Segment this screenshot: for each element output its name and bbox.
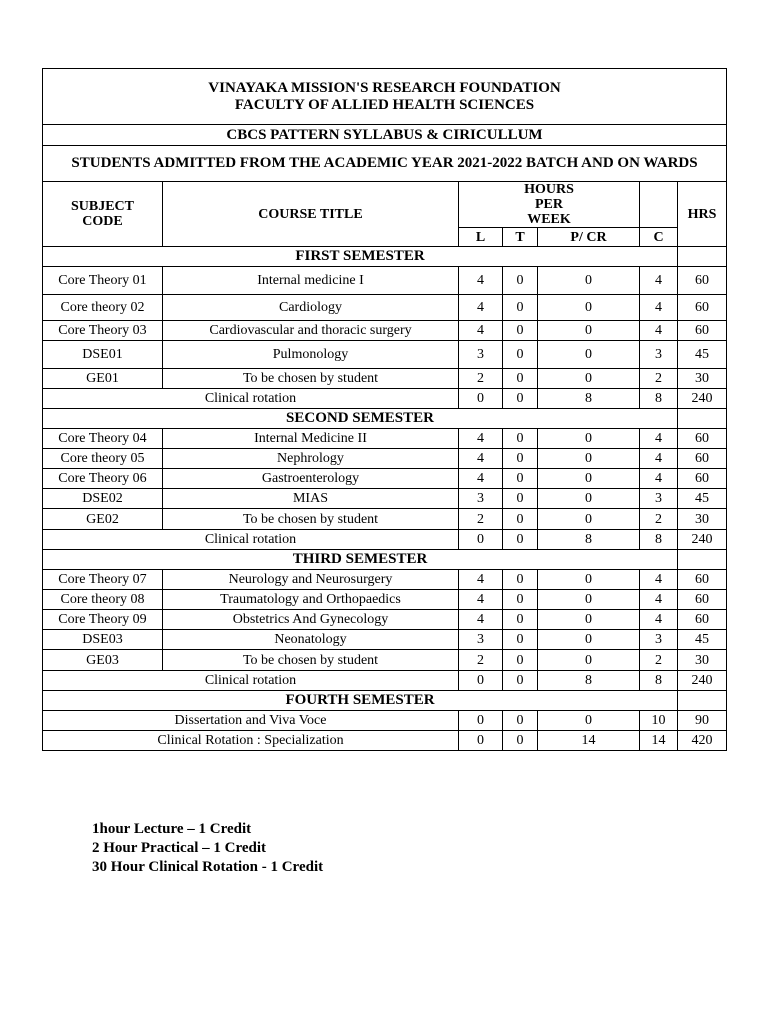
credits: 4 — [640, 429, 678, 449]
credits: 3 — [640, 341, 678, 369]
total-hours: 60 — [678, 321, 727, 341]
tutorial-hours: 0 — [503, 509, 538, 530]
lecture-hours: 4 — [459, 570, 503, 590]
total-hours: 240 — [678, 671, 727, 691]
semester-hrs-blank — [678, 247, 727, 267]
total-hours: 60 — [678, 429, 727, 449]
tutorial-hours: 0 — [503, 295, 538, 321]
lecture-hours: 3 — [459, 341, 503, 369]
total-hours: 60 — [678, 469, 727, 489]
tutorial-hours: 0 — [503, 321, 538, 341]
total-hours: 30 — [678, 509, 727, 530]
practical-hours: 0 — [538, 469, 640, 489]
tutorial-hours: 0 — [503, 711, 538, 731]
course-title: Clinical rotation — [43, 671, 459, 691]
practical-hours: 8 — [538, 389, 640, 409]
credits: 4 — [640, 570, 678, 590]
course-title: Obstetrics And Gynecology — [163, 610, 459, 630]
credits: 8 — [640, 389, 678, 409]
practical-hours: 0 — [538, 267, 640, 295]
practical-hours: 0 — [538, 369, 640, 389]
table-row — [43, 671, 727, 691]
credits: 4 — [640, 469, 678, 489]
tutorial-hours: 0 — [503, 650, 538, 671]
table-row — [43, 267, 727, 295]
subject-code: Core Theory 01 — [43, 267, 163, 295]
lecture-hours: 0 — [459, 389, 503, 409]
tutorial-hours: 0 — [503, 489, 538, 509]
credit-notes — [92, 820, 323, 877]
total-hours: 45 — [678, 341, 727, 369]
table-row — [43, 469, 727, 489]
table-row — [43, 369, 727, 389]
col-header-t: T — [503, 228, 538, 247]
course-title: To be chosen by student — [163, 369, 459, 389]
total-hours: 45 — [678, 489, 727, 509]
course-title: Dissertation and Viva Voce — [43, 711, 459, 731]
total-hours: 30 — [678, 369, 727, 389]
col-header-blank — [640, 182, 678, 228]
note-line: 30 Hour Clinical Rotation - 1 Credit — [92, 859, 324, 875]
note-line: 1hour Lecture – 1 Credit — [92, 821, 252, 837]
col-header-hours: HOURS PER WEEK — [459, 182, 640, 228]
semester-hrs-blank — [678, 691, 727, 711]
practical-hours: 0 — [538, 630, 640, 650]
lecture-hours: 4 — [459, 590, 503, 610]
total-hours: 30 — [678, 650, 727, 671]
practical-hours: 0 — [538, 509, 640, 530]
course-title: Clinical Rotation : Specialization — [43, 731, 459, 751]
credits: 10 — [640, 711, 678, 731]
practical-hours: 8 — [538, 530, 640, 550]
course-title: Internal Medicine II — [163, 429, 459, 449]
syllabus-table — [42, 68, 727, 751]
subject-code: Core Theory 04 — [43, 429, 163, 449]
lecture-hours: 0 — [459, 530, 503, 550]
credits: 14 — [640, 731, 678, 751]
semester-heading-first: FIRST SEMESTER — [43, 247, 678, 267]
lecture-hours: 4 — [459, 429, 503, 449]
lecture-hours: 3 — [459, 489, 503, 509]
table-row — [43, 630, 727, 650]
col-header-p: P/ CR — [538, 228, 640, 247]
lecture-hours: 0 — [459, 671, 503, 691]
credits: 2 — [640, 509, 678, 530]
total-hours: 60 — [678, 610, 727, 630]
subject-code: Core theory 08 — [43, 590, 163, 610]
lecture-hours: 4 — [459, 295, 503, 321]
credits: 4 — [640, 610, 678, 630]
tutorial-hours: 0 — [503, 590, 538, 610]
subject-code: Core Theory 06 — [43, 469, 163, 489]
credits: 4 — [640, 590, 678, 610]
semester-heading-second: SECOND SEMESTER — [43, 409, 678, 429]
course-title: Clinical rotation — [43, 530, 459, 550]
lecture-hours: 4 — [459, 321, 503, 341]
total-hours: 60 — [678, 590, 727, 610]
semester-heading-fourth: FOURTH SEMESTER — [43, 691, 678, 711]
semester-heading-third: THIRD SEMESTER — [43, 550, 678, 570]
tutorial-hours: 0 — [503, 389, 538, 409]
total-hours: 420 — [678, 731, 727, 751]
subject-code: Core theory 02 — [43, 295, 163, 321]
semester-hrs-blank — [678, 409, 727, 429]
course-title: Traumatology and Orthopaedics — [163, 590, 459, 610]
tutorial-hours: 0 — [503, 610, 538, 630]
total-hours: 240 — [678, 389, 727, 409]
practical-hours: 0 — [538, 610, 640, 630]
table-row — [43, 321, 727, 341]
subject-code: Core theory 05 — [43, 449, 163, 469]
practical-hours: 0 — [538, 489, 640, 509]
practical-hours: 0 — [538, 341, 640, 369]
subject-code: Core Theory 09 — [43, 610, 163, 630]
lecture-hours: 4 — [459, 449, 503, 469]
tutorial-hours: 0 — [503, 429, 538, 449]
tutorial-hours: 0 — [503, 731, 538, 751]
practical-hours: 0 — [538, 429, 640, 449]
lecture-hours: 2 — [459, 650, 503, 671]
credits: 4 — [640, 295, 678, 321]
title-cell — [43, 69, 727, 125]
course-title: Internal medicine I — [163, 267, 459, 295]
course-title: Cardiovascular and thoracic surgery — [163, 321, 459, 341]
table-row — [43, 489, 727, 509]
table-row — [43, 341, 727, 369]
table-row — [43, 650, 727, 671]
credits: 3 — [640, 630, 678, 650]
lecture-hours: 0 — [459, 711, 503, 731]
course-title: Pulmonology — [163, 341, 459, 369]
subject-code: GE02 — [43, 509, 163, 530]
total-hours: 60 — [678, 570, 727, 590]
credits: 2 — [640, 369, 678, 389]
credits: 8 — [640, 530, 678, 550]
subject-code: Core Theory 07 — [43, 570, 163, 590]
table-row — [43, 449, 727, 469]
pattern-heading: CBCS PATTERN SYLLABUS & CIRICULLUM — [43, 125, 727, 146]
subject-code: Core Theory 03 — [43, 321, 163, 341]
table-row — [43, 570, 727, 590]
subject-code: GE01 — [43, 369, 163, 389]
lecture-hours: 4 — [459, 267, 503, 295]
total-hours: 60 — [678, 267, 727, 295]
lecture-hours: 3 — [459, 630, 503, 650]
table-row — [43, 731, 727, 751]
course-title: Gastroenterology — [163, 469, 459, 489]
total-hours: 90 — [678, 711, 727, 731]
tutorial-hours: 0 — [503, 341, 538, 369]
total-hours: 45 — [678, 630, 727, 650]
tutorial-hours: 0 — [503, 530, 538, 550]
table-row — [43, 389, 727, 409]
credits: 4 — [640, 321, 678, 341]
table-row — [43, 610, 727, 630]
col-header-code: SUBJECT CODE — [43, 182, 163, 247]
admitted-heading: STUDENTS ADMITTED FROM THE ACADEMIC YEAR 2021-2022 BATCH AND ON WARDS — [43, 146, 727, 182]
lecture-hours: 2 — [459, 509, 503, 530]
subject-code: DSE02 — [43, 489, 163, 509]
credits: 3 — [640, 489, 678, 509]
col-header-title: COURSE TITLE — [163, 182, 459, 247]
practical-hours: 0 — [538, 570, 640, 590]
faculty-name: FACULTY OF ALLIED HEALTH SCIENCES — [234, 96, 535, 113]
table-row — [43, 711, 727, 731]
table-row — [43, 530, 727, 550]
practical-hours: 0 — [538, 449, 640, 469]
course-title: To be chosen by student — [163, 509, 459, 530]
col-header-hrs: HRS — [678, 182, 727, 247]
practical-hours: 0 — [538, 321, 640, 341]
table-row — [43, 590, 727, 610]
practical-hours: 8 — [538, 671, 640, 691]
course-title: Neonatology — [163, 630, 459, 650]
col-header-c: C — [640, 228, 678, 247]
table-row — [43, 509, 727, 530]
lecture-hours: 2 — [459, 369, 503, 389]
tutorial-hours: 0 — [503, 267, 538, 295]
semester-hrs-blank — [678, 550, 727, 570]
course-title: Nephrology — [163, 449, 459, 469]
practical-hours: 0 — [538, 295, 640, 321]
total-hours: 240 — [678, 530, 727, 550]
credits: 2 — [640, 650, 678, 671]
course-title: Clinical rotation — [43, 389, 459, 409]
course-title: Neurology and Neurosurgery — [163, 570, 459, 590]
table-row — [43, 429, 727, 449]
credits: 8 — [640, 671, 678, 691]
course-title: To be chosen by student — [163, 650, 459, 671]
practical-hours: 0 — [538, 650, 640, 671]
note-line: 2 Hour Practical – 1 Credit — [92, 840, 266, 856]
lecture-hours: 4 — [459, 469, 503, 489]
tutorial-hours: 0 — [503, 469, 538, 489]
tutorial-hours: 0 — [503, 449, 538, 469]
org-name: VINAYAKA MISSION'S RESEARCH FOUNDATION — [208, 79, 561, 96]
subject-code: DSE01 — [43, 341, 163, 369]
practical-hours: 0 — [538, 711, 640, 731]
col-header-l: L — [459, 228, 503, 247]
tutorial-hours: 0 — [503, 570, 538, 590]
course-title: Cardiology — [163, 295, 459, 321]
total-hours: 60 — [678, 295, 727, 321]
lecture-hours: 0 — [459, 731, 503, 751]
lecture-hours: 4 — [459, 610, 503, 630]
credits: 4 — [640, 267, 678, 295]
total-hours: 60 — [678, 449, 727, 469]
table-row — [43, 295, 727, 321]
course-title: MIAS — [163, 489, 459, 509]
subject-code: DSE03 — [43, 630, 163, 650]
practical-hours: 14 — [538, 731, 640, 751]
tutorial-hours: 0 — [503, 630, 538, 650]
tutorial-hours: 0 — [503, 671, 538, 691]
tutorial-hours: 0 — [503, 369, 538, 389]
practical-hours: 0 — [538, 590, 640, 610]
subject-code: GE03 — [43, 650, 163, 671]
credits: 4 — [640, 449, 678, 469]
